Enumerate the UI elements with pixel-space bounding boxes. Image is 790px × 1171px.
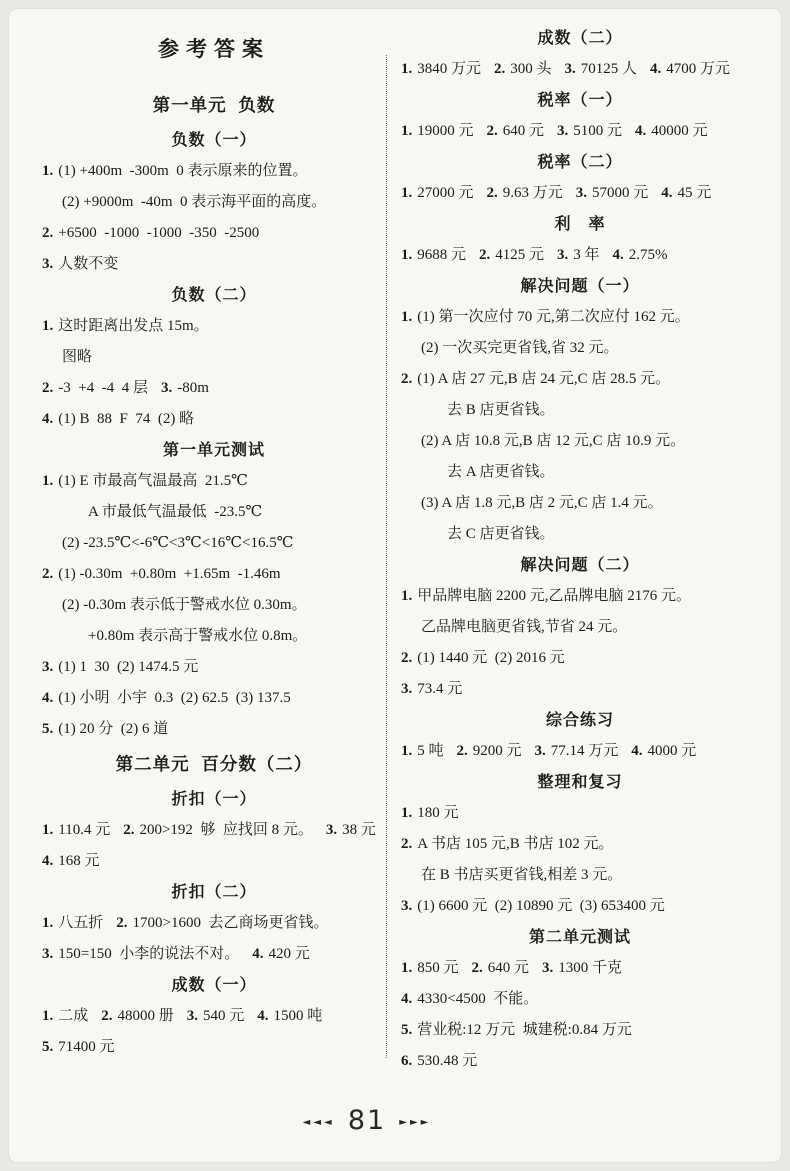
answer-line	[401, 364, 759, 395]
item-marker: 1.	[401, 309, 413, 325]
answer-line	[401, 54, 759, 85]
section-heading: 第二单元测试	[528, 929, 631, 946]
item-marker: 3.	[557, 123, 569, 139]
answer-text: 在 B 书店买更省钱,相差 3 元。	[421, 867, 623, 883]
section-heading: 成数（一）	[171, 977, 257, 994]
left-arrows-icon: ◄◄◄	[302, 1117, 335, 1128]
answer-text: 640 元	[487, 960, 530, 976]
answer-text: 27000 元	[417, 185, 474, 201]
column-divider	[386, 55, 387, 1058]
answer-text: +0.80m 表示高于警戒水位 0.8m。	[88, 628, 308, 644]
item-marker: 4.	[42, 690, 54, 706]
answer-text: 540 元	[203, 1008, 245, 1024]
item-marker: 2.	[401, 371, 413, 387]
item-marker: 2.	[456, 743, 468, 759]
answer-text: 48000 册	[117, 1008, 174, 1024]
section-heading: 解决问题（二）	[520, 557, 640, 574]
answer-text: (1) 1 30 (2) 1474.5 元	[58, 659, 199, 675]
answer-text: 71400 元	[58, 1039, 115, 1055]
item-marker: 1.	[42, 915, 54, 931]
section-heading: 折扣（一）	[171, 791, 257, 808]
answer-line	[401, 240, 759, 271]
answer-line	[42, 1032, 386, 1063]
right-column	[401, 23, 759, 1077]
left-column	[42, 23, 386, 1063]
answer-text: 45 元	[677, 185, 712, 201]
answer-text: 甲品牌电脑 2200 元,乙品牌电脑 2176 元。	[417, 588, 692, 604]
answer-line	[401, 116, 759, 147]
answer-text: 150=150 小李的说法不对。	[58, 946, 240, 962]
item-marker: 2.	[486, 123, 498, 139]
answer-text: (1) B 88 F 74 (2) 略	[58, 411, 195, 427]
answer-text: 5 吨	[417, 743, 444, 759]
item-marker: 2.	[42, 225, 54, 241]
answer-line	[42, 683, 386, 714]
answer-text: 77.14 万元	[550, 743, 619, 759]
answer-text: 5100 元	[573, 123, 623, 139]
item-marker: 4.	[631, 743, 643, 759]
answer-line	[42, 1001, 386, 1032]
answer-line	[42, 156, 386, 187]
answer-line	[42, 187, 386, 218]
section-heading: 成数（二）	[537, 30, 623, 47]
answer-text: 1300 千克	[558, 960, 623, 976]
answer-text: 4000 元	[647, 743, 697, 759]
answer-text: 200>192 够 应找回 8 元。	[139, 822, 313, 838]
item-marker: 3.	[42, 659, 54, 675]
answer-text: (1) +400m -300m 0 表示原来的位置。	[58, 163, 308, 179]
answer-text: 去 A 店更省钱。	[447, 464, 555, 480]
answer-text: 9.63 万元	[502, 185, 563, 201]
item-marker: 3.	[534, 743, 546, 759]
item-marker: 3.	[160, 380, 173, 396]
answer-text: 640 元	[502, 123, 545, 139]
section-heading: 负数（一）	[171, 132, 257, 149]
item-marker: 4.	[42, 411, 54, 427]
answer-text: A 书店 105 元,B 书店 102 元。	[417, 836, 614, 852]
item-marker: 3.	[564, 61, 576, 77]
item-marker: 1.	[42, 822, 54, 838]
answer-text: 168 元	[58, 853, 100, 869]
answer-text: 1700>1600 去乙商场更省钱。	[132, 915, 329, 931]
answer-text: (2) A 店 10.8 元,B 店 12 元,C 店 10.9 元。	[421, 433, 686, 449]
section-heading: 综合练习	[545, 712, 614, 729]
item-marker: 1.	[401, 588, 413, 604]
answer-text: 300 头	[510, 61, 552, 77]
item-marker: 2.	[42, 566, 54, 582]
item-marker: 4.	[401, 991, 413, 1007]
answer-text: (2) 一次买完更省钱,省 32 元。	[421, 340, 619, 356]
answer-line	[42, 815, 386, 846]
item-marker: 1.	[401, 805, 413, 821]
answer-text: (1) 1440 元 (2) 2016 元	[417, 650, 565, 666]
answer-text: 营业税:12 万元 城建税:0.84 万元	[417, 1022, 632, 1038]
answer-text: (3) A 店 1.8 元,B 店 2 元,C 店 1.4 元。	[421, 495, 663, 511]
answer-text: (2) +9000m -40m 0 表示海平面的高度。	[62, 194, 327, 210]
item-marker: 1.	[42, 318, 54, 334]
item-marker: 4.	[612, 247, 624, 263]
answer-line	[401, 829, 759, 860]
answer-line	[42, 342, 386, 373]
answer-line	[42, 652, 386, 683]
item-marker: 3.	[42, 946, 54, 962]
item-marker: 4.	[252, 946, 264, 962]
answer-line	[42, 311, 386, 342]
item-marker: 1.	[401, 247, 413, 263]
item-marker: 1.	[401, 61, 413, 77]
answer-line	[42, 621, 386, 652]
answer-line	[401, 643, 759, 674]
item-marker: 2.	[479, 247, 491, 263]
item-marker: 2.	[494, 61, 506, 77]
answer-text: (1) 6600 元 (2) 10890 元 (3) 653400 元	[417, 898, 665, 914]
answer-text: +6500 -1000 -1000 -350 -2500	[58, 225, 260, 241]
answer-text: 420 元	[268, 946, 310, 962]
answer-line	[401, 333, 759, 364]
item-marker: 3.	[542, 960, 554, 976]
answer-text: (1) -0.30m +0.80m +1.65m -1.46m	[58, 566, 281, 582]
answer-text: (2) -0.30m 表示低于警戒水位 0.30m。	[62, 597, 307, 613]
answer-text: 530.48 元	[417, 1053, 478, 1069]
answer-line	[401, 984, 759, 1015]
section-heading: 税率（二）	[537, 154, 623, 171]
item-marker: 3.	[42, 256, 54, 272]
item-marker: 4.	[257, 1008, 269, 1024]
item-marker: 2.	[116, 915, 128, 931]
answer-text: (1) 小明 小宇 0.3 (2) 62.5 (3) 137.5	[58, 690, 291, 706]
answer-line	[42, 714, 386, 745]
answer-text: 1500 吨	[273, 1008, 323, 1024]
answer-line	[401, 519, 759, 550]
unit-heading: 第二单元 百分数（二）	[115, 754, 313, 774]
page-number: 81	[347, 1105, 387, 1136]
answer-line	[42, 939, 386, 970]
answer-line	[42, 528, 386, 559]
item-marker: 3.	[186, 1008, 199, 1024]
answer-line	[401, 1046, 759, 1077]
item-marker: 4.	[635, 123, 647, 139]
answer-text: 人数不变	[58, 256, 119, 272]
answer-line	[42, 908, 386, 939]
item-marker: 1.	[42, 1008, 54, 1024]
answer-line	[42, 559, 386, 590]
answer-line	[401, 426, 759, 457]
item-marker: 3.	[401, 898, 413, 914]
answer-line	[42, 497, 386, 528]
answer-line	[42, 249, 386, 280]
answer-text: 乙品牌电脑更省钱,节省 24 元。	[421, 619, 628, 635]
item-marker: 5.	[42, 1039, 54, 1055]
answer-text: (1) A 店 27 元,B 店 24 元,C 店 28.5 元。	[417, 371, 671, 387]
answer-line	[401, 395, 759, 426]
answer-text: 图略	[62, 349, 93, 365]
answer-line	[401, 488, 759, 519]
answer-text: 40000 元	[651, 123, 708, 139]
item-marker: 1.	[401, 123, 413, 139]
item-marker: 3.	[557, 247, 569, 263]
answer-text: 4330<4500 不能。	[417, 991, 539, 1007]
answer-text: 57000 元	[592, 185, 649, 201]
item-marker: 1.	[401, 960, 413, 976]
item-marker: 3.	[401, 681, 413, 697]
answer-text: 这时距离出发点 15m。	[58, 318, 209, 334]
answer-text: 9688 元	[417, 247, 467, 263]
answer-text: 4125 元	[495, 247, 545, 263]
answer-line	[401, 891, 759, 922]
answer-line	[401, 736, 759, 767]
page-title: 参考答案	[158, 38, 270, 61]
answer-text: (1) 第一次应付 70 元,第二次应付 162 元。	[417, 309, 690, 325]
item-marker: 2.	[42, 380, 54, 396]
section-heading: 税率（一）	[537, 92, 623, 109]
answer-line	[401, 178, 759, 209]
answer-text: 2.75%	[628, 247, 668, 263]
answer-line	[401, 953, 759, 984]
item-marker: 1.	[401, 743, 413, 759]
answer-text: 3840 万元	[417, 61, 482, 77]
right-arrows-icon: ►►►	[399, 1117, 432, 1128]
section-heading: 利 率	[554, 216, 606, 233]
answer-text: (1) 20 分 (2) 6 道	[58, 721, 169, 737]
answer-text: 38 元	[342, 822, 376, 838]
answer-line	[401, 1015, 759, 1046]
section-heading: 解决问题（一）	[520, 278, 640, 295]
answer-line	[401, 860, 759, 891]
item-marker: 3.	[575, 185, 588, 201]
answer-text: 180 元	[417, 805, 459, 821]
answer-text: -3 +4 -4 4 层	[58, 380, 148, 396]
answer-text: 3 年	[573, 247, 600, 263]
unit-heading: 第一单元 负数	[152, 95, 276, 115]
answer-line	[42, 373, 386, 404]
answer-line	[401, 612, 759, 643]
item-marker: 4.	[650, 61, 662, 77]
answer-line	[401, 457, 759, 488]
page-footer	[9, 1105, 725, 1136]
section-heading: 负数（二）	[171, 287, 257, 304]
item-marker: 2.	[486, 185, 498, 201]
answer-text: 850 元	[417, 960, 459, 976]
item-marker: 2.	[401, 650, 413, 666]
item-marker: 6.	[401, 1053, 413, 1069]
item-marker: 2.	[471, 960, 483, 976]
answer-text: (1) E 市最高气温最高 21.5℃	[58, 473, 248, 489]
answer-line	[42, 218, 386, 249]
answer-text: 9200 元	[472, 743, 522, 759]
item-marker: 1.	[42, 163, 54, 179]
answer-text: 去 B 店更省钱。	[447, 402, 555, 418]
answer-text: 去 C 店更省钱。	[447, 526, 555, 542]
answer-text: 二成	[58, 1008, 89, 1024]
item-marker: 2.	[101, 1008, 113, 1024]
answer-line	[401, 302, 759, 333]
answer-text: 19000 元	[417, 123, 474, 139]
item-marker: 3.	[325, 822, 338, 838]
item-marker: 5.	[401, 1022, 413, 1038]
answer-text: A 市最低气温最低 -23.5℃	[88, 504, 263, 520]
answer-line	[42, 404, 386, 435]
item-marker: 2.	[123, 822, 135, 838]
answer-line	[42, 590, 386, 621]
item-marker: 5.	[42, 721, 54, 737]
section-heading: 整理和复习	[537, 774, 623, 791]
answer-line	[401, 674, 759, 705]
answer-line	[401, 581, 759, 612]
answer-page	[8, 8, 782, 1163]
answer-text: 110.4 元	[58, 822, 111, 838]
item-marker: 4.	[661, 185, 673, 201]
item-marker: 1.	[42, 473, 54, 489]
answer-text: 73.4 元	[417, 681, 463, 697]
answer-line	[42, 846, 386, 877]
answer-text: 4700 万元	[666, 61, 731, 77]
answer-text: (2) -23.5℃<-6℃<3℃<16℃<16.5℃	[62, 535, 294, 551]
item-marker: 4.	[42, 853, 54, 869]
answer-text: 70125 人	[580, 61, 638, 77]
section-heading: 第一单元测试	[162, 442, 265, 459]
section-heading: 折扣（二）	[171, 884, 257, 901]
item-marker: 1.	[401, 185, 413, 201]
answer-text: 八五折	[58, 915, 104, 931]
answer-line	[42, 466, 386, 497]
answer-line	[401, 798, 759, 829]
answer-text: -80m	[177, 380, 209, 396]
item-marker: 2.	[401, 836, 413, 852]
